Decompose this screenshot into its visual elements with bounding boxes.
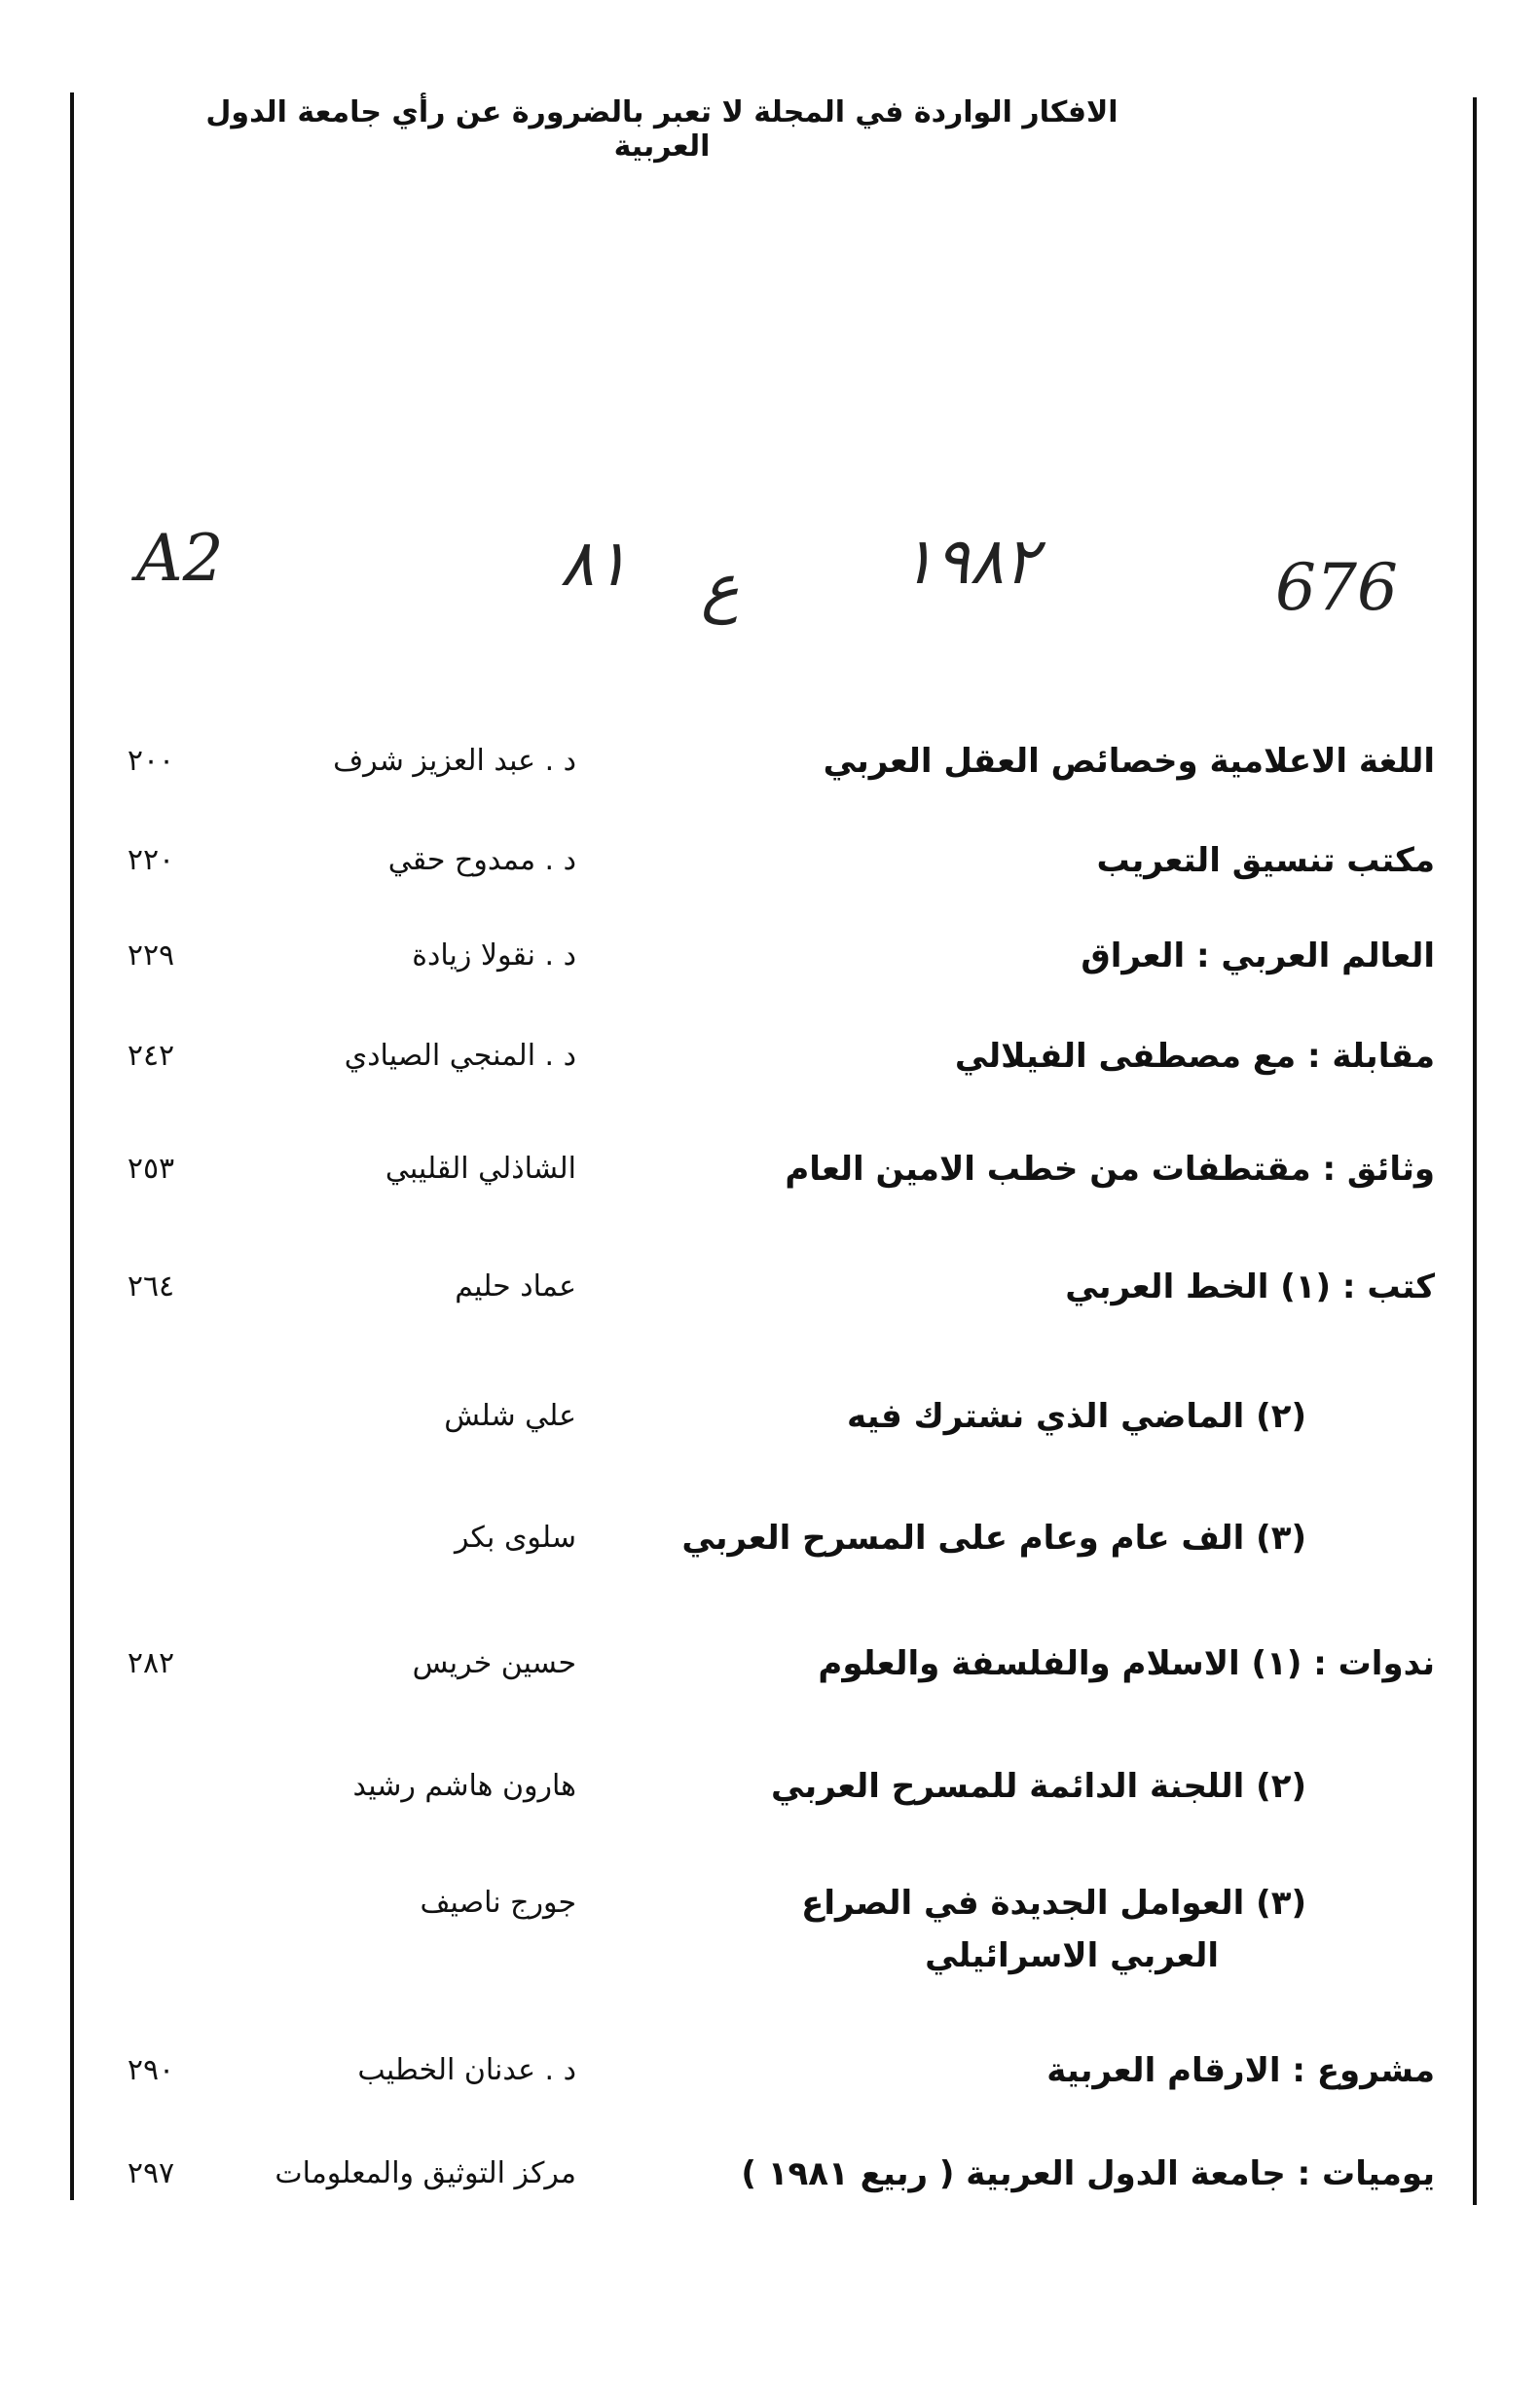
toc-row: [0, 1030, 1540, 1137]
toc-title: اللغة الاعلامية وخصائص العقل العربي: [823, 742, 1435, 781]
toc-author: د . عبد العزيز شرف: [333, 744, 576, 778]
toc-author: حسين خريس: [412, 1646, 576, 1680]
toc-page-number: ٢٠٠: [127, 744, 175, 778]
toc-row: [0, 1512, 1540, 1619]
toc-title-continuation: العربي الاسرائيلي: [925, 1936, 1219, 1975]
toc-author: مركز التوثيق والمعلومات: [275, 2156, 576, 2190]
toc-row: [0, 930, 1540, 1037]
toc-page-number: ٢٢٠: [127, 843, 175, 877]
toc-title: (٣) الف عام وعام على المسرح العربي: [681, 1519, 1306, 1558]
toc-page-number: ٢٦٤: [127, 1269, 175, 1304]
toc-author: علي شلش: [444, 1399, 576, 1433]
toc-row: [0, 735, 1540, 842]
toc-author: سلوى بكر: [454, 1521, 576, 1555]
toc-title: ندوات : (١) الاسلام والفلسفة والعلوم: [818, 1644, 1435, 1683]
toc-title: كتب : (١) الخط العربي: [1065, 1268, 1435, 1306]
toc-page-number: ٢٤٢: [127, 1039, 175, 1073]
disclaimer-header: الافكار الواردة في المجلة لا تعبر بالضرورة عن رأي جامعة الدول العربية: [205, 95, 1118, 164]
toc-page-number: ٢٥٣: [127, 1152, 175, 1186]
toc-author: هارون هاشم رشيد: [352, 1769, 576, 1803]
toc-title: العالم العربي : العراق: [1081, 937, 1435, 975]
toc-row: [0, 1261, 1540, 1368]
handwritten-note: ع: [701, 550, 740, 625]
toc-title: (٢) اللجنة الدائمة للمسرح العربي: [770, 1767, 1306, 1806]
toc-row: [0, 1760, 1540, 1867]
toc-title: مقابلة : مع مصطفى الفيلالي: [954, 1037, 1435, 1076]
toc-page-number: ٢٨٢: [127, 1646, 175, 1680]
toc-row: [0, 1390, 1540, 1497]
toc-title: يوميات : جامعة الدول العربية ( ربيع ١٩٨١ ): [741, 2154, 1435, 2193]
toc-page-number: ٢٩٧: [127, 2156, 175, 2190]
toc-author: د . نقولا زيادة: [412, 938, 576, 973]
handwritten-note: ٨١: [560, 526, 629, 601]
toc-row: [0, 2148, 1540, 2255]
toc-author: د . عدنان الخطيب: [357, 2053, 576, 2087]
toc-title: مكتب تنسيق التعريب: [1096, 841, 1435, 880]
toc-title: وثائق : مقتطفات من خطب الامين العام: [785, 1150, 1435, 1189]
toc-author: د . المنجي الصيادي: [344, 1039, 576, 1073]
toc-row: [0, 1143, 1540, 1250]
handwritten-note: 676: [1275, 550, 1398, 625]
toc-title: مشروع : الارقام العربية: [1046, 2051, 1435, 2090]
toc-row: [0, 834, 1540, 941]
toc-author: جورج ناصيف: [420, 1886, 576, 1920]
handwritten-note: A2: [136, 521, 224, 596]
toc-title-line: (٣) العوامل الجديدة في الصراع: [801, 1884, 1306, 1923]
toc-author: د . ممدوح حقي: [387, 843, 576, 877]
toc-page-number: ٢٩٠: [127, 2053, 175, 2087]
toc-author: الشاذلي القليبي: [385, 1152, 576, 1186]
handwritten-note: ١٩٨٢: [900, 524, 1039, 599]
toc-page-number: ٢٢٩: [127, 938, 175, 973]
toc-row: [0, 1637, 1540, 1745]
toc-title: (٢) الماضي الذي نشترك فيه: [847, 1397, 1306, 1436]
toc-author: عماد حليم: [455, 1269, 576, 1304]
toc-row: [0, 2044, 1540, 2151]
toc-row: [0, 1877, 1540, 2003]
